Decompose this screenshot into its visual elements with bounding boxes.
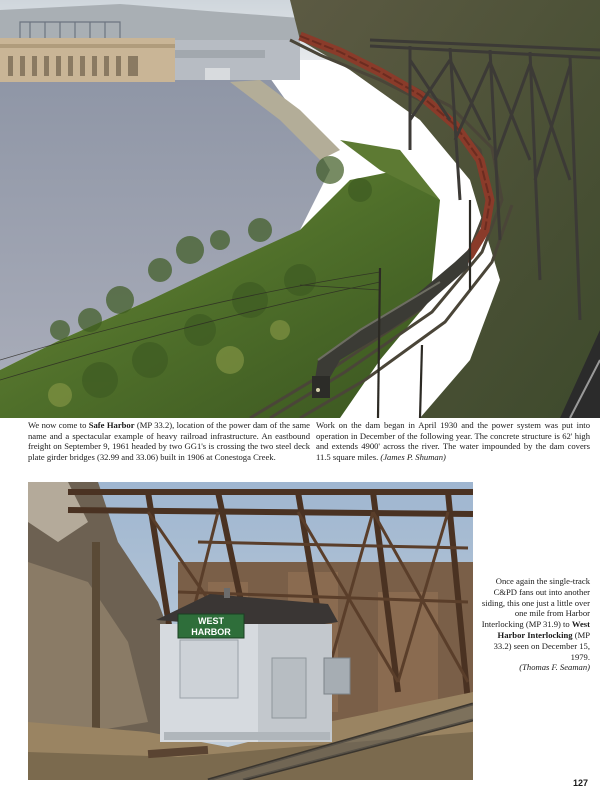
photo-credit-shuman: (James P. Shuman) [380,451,446,462]
bottom-photo [28,482,473,780]
west-harbor-interlocking-bold: West Harbor Interlocking [497,619,590,640]
caption-safe-harbor: We now come to Safe Harbor (MP 33.2), location of the power dam of the same name and a spectacular example of heavy railroad infrastructure. An eastbound freight on September 9, 1961 headed by two GG1's is crossing the two steel deck plate girder bridges (32.99 and 33.06) built in 1906 at Conestoga Creek. [28,420,310,462]
caption-west-harbor: Once again the single-track C&PD fans out into another siding, this one just a little over one mile from Harbor Interlocking (MP 31.9) to West Harbor Interlocking (MP 33.2) seen on December 15, 1979. (Thomas F. Seaman) [481,576,590,673]
sign-line-harbor: HARBOR [191,627,231,637]
caption-dam-construction: Work on the dam began in April 1930 and the power system was put into operation in December of the following year. The concrete structure is 62' high and extends 4900' across the river. The water impounded by the dam covers 11.5 square miles. (James P. Shuman) [316,420,590,462]
photo-credit-seaman: (Thomas F. Seaman) [519,662,590,673]
sign-line-west: WEST [198,616,224,626]
west-harbor-shed [156,588,350,742]
west-harbor-sign [178,614,244,638]
safe-harbor-bold: Safe Harbor [88,420,135,430]
page-number: 127 [572,778,588,788]
